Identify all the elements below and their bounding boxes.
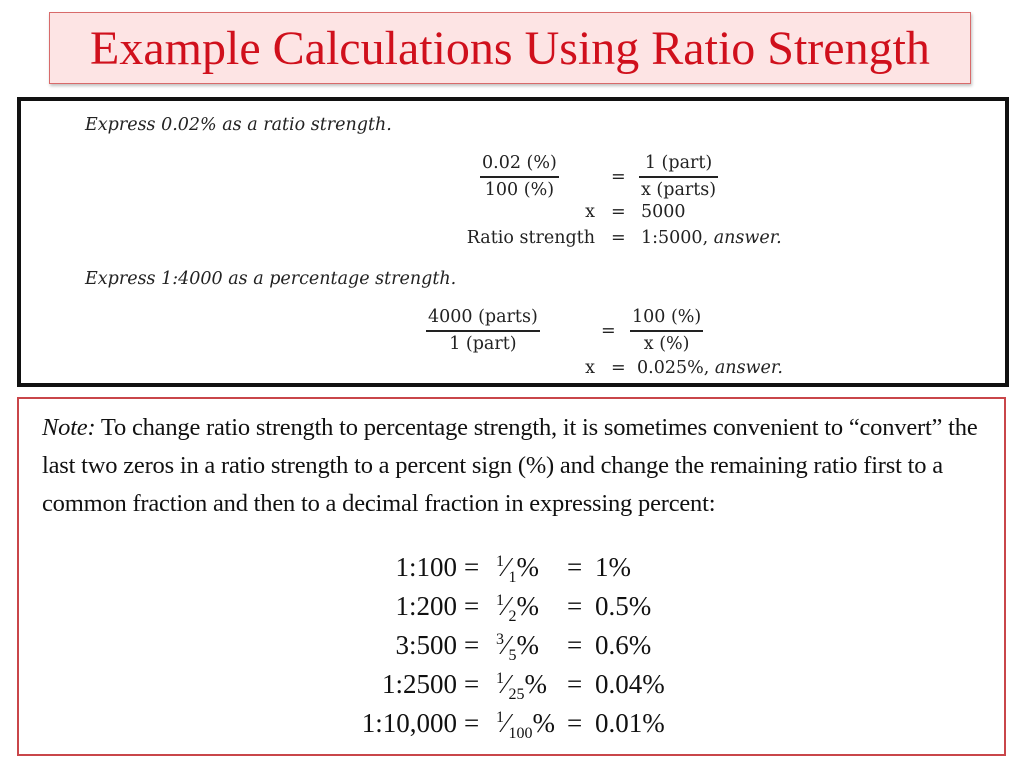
equals-sign: = [601, 321, 616, 341]
conversion-ratio: 1:10,000 [361, 708, 457, 738]
fraction-denominator: 2 [508, 608, 517, 625]
example-prompt-2: Express 1:4000 as a percentage strength. [85, 269, 457, 289]
fraction-denominator: 1 (part) [449, 333, 517, 354]
ratio-value: 1:5000, [641, 228, 709, 248]
fraction-slash: ⁄ [504, 708, 509, 738]
fraction-slash: ⁄ [504, 669, 509, 699]
fraction-slash: ⁄ [504, 591, 509, 621]
equals-sign: = [567, 591, 583, 621]
fraction-numerator: 1 [496, 592, 504, 609]
conversion-result: 0.04% [595, 669, 665, 699]
fraction-left-2 [426, 307, 540, 354]
note-text: To change ratio strength to percentage strength, it is sometimes convenient to “convert” the last two zeros in a ratio strength to a percent sign (%) and change the remaining ratio first to a common fraction and then to a decimal fraction in expressing percent: [42, 414, 978, 517]
fraction-right-1 [639, 153, 718, 200]
equation-lhs: x [585, 358, 595, 378]
conversion-fraction [496, 669, 548, 703]
equation-lhs: x [585, 202, 595, 222]
fraction-numerator: 1 (part) [644, 153, 713, 173]
fraction-slash: ⁄ [504, 630, 509, 660]
note-paragraph [42, 409, 987, 523]
equation-rhs [641, 228, 782, 248]
conversion-fraction [496, 630, 540, 664]
fraction-numerator: 1 [496, 553, 504, 570]
example-prompt-1: Express 0.02% as a ratio strength. [85, 115, 392, 135]
conversion-ratio: 1:200 [395, 591, 457, 621]
conversion-result: 0.5% [595, 591, 652, 621]
fraction-bar [480, 176, 559, 178]
conversion-ratio: 1:100 [395, 552, 457, 582]
fraction-denominator: 100 [508, 725, 533, 742]
conversion-fraction [496, 708, 556, 742]
answer-label: answer. [713, 228, 782, 248]
note-panel [17, 397, 1006, 756]
fraction-numerator: 3 [496, 631, 504, 648]
equals-sign: = [611, 228, 626, 248]
fraction-bar [630, 330, 703, 332]
note-label: Note: [42, 414, 96, 441]
slide-title-box [49, 12, 971, 84]
conversion-ratio: 1:2500 [381, 669, 457, 699]
equals-sign: = [567, 630, 583, 660]
fraction-denominator: 25 [508, 686, 525, 703]
slide-title: Example Calculations Using Ratio Strength [90, 21, 930, 75]
equals-sign: = [464, 630, 480, 660]
fraction-denominator: x (%) [643, 333, 690, 354]
fraction-denominator: 100 (%) [484, 179, 555, 200]
percent-sign: % [516, 591, 540, 621]
equation-rhs [637, 358, 783, 378]
percent-value: 0.025%, [637, 358, 710, 378]
percent-sign: % [532, 708, 556, 738]
equals-sign: = [464, 708, 480, 738]
equals-sign: = [567, 708, 583, 738]
conversion-fraction [496, 552, 540, 586]
fraction-numerator: 0.02 (%) [482, 153, 557, 173]
conversion-result: 0.6% [595, 630, 652, 660]
conversion-result: 0.01% [595, 708, 665, 738]
equals-sign: = [464, 669, 480, 699]
fraction-denominator: x (parts) [641, 179, 717, 200]
fraction-numerator: 1 [496, 709, 504, 726]
percent-sign: % [516, 552, 540, 582]
fraction-denominator: 5 [508, 647, 517, 664]
fraction-numerator: 4000 (parts) [428, 307, 538, 327]
percent-sign: % [524, 669, 548, 699]
equals-sign: = [611, 167, 626, 187]
fraction-denominator: 1 [508, 569, 517, 586]
fraction-numerator: 1 [496, 670, 504, 687]
worked-examples-panel [17, 97, 1009, 387]
fraction-bar [639, 176, 718, 178]
equals-sign: = [611, 358, 626, 378]
equation-lhs: Ratio strength [466, 228, 595, 248]
conversion-ratio: 3:500 [395, 630, 457, 660]
fraction-bar [426, 330, 540, 332]
equals-sign: = [464, 591, 480, 621]
percent-sign: % [516, 630, 540, 660]
equals-sign: = [464, 552, 480, 582]
answer-label: answer. [714, 358, 783, 378]
fraction-slash: ⁄ [504, 552, 509, 582]
equals-sign: = [567, 669, 583, 699]
fraction-left-1 [480, 153, 559, 200]
fraction-right-2 [630, 307, 703, 354]
equation-rhs: 5000 [641, 202, 686, 222]
equals-sign: = [567, 552, 583, 582]
conversion-fraction [496, 591, 540, 625]
conversion-result: 1% [595, 552, 631, 582]
fraction-numerator: 100 (%) [632, 307, 702, 327]
equals-sign: = [611, 202, 626, 222]
